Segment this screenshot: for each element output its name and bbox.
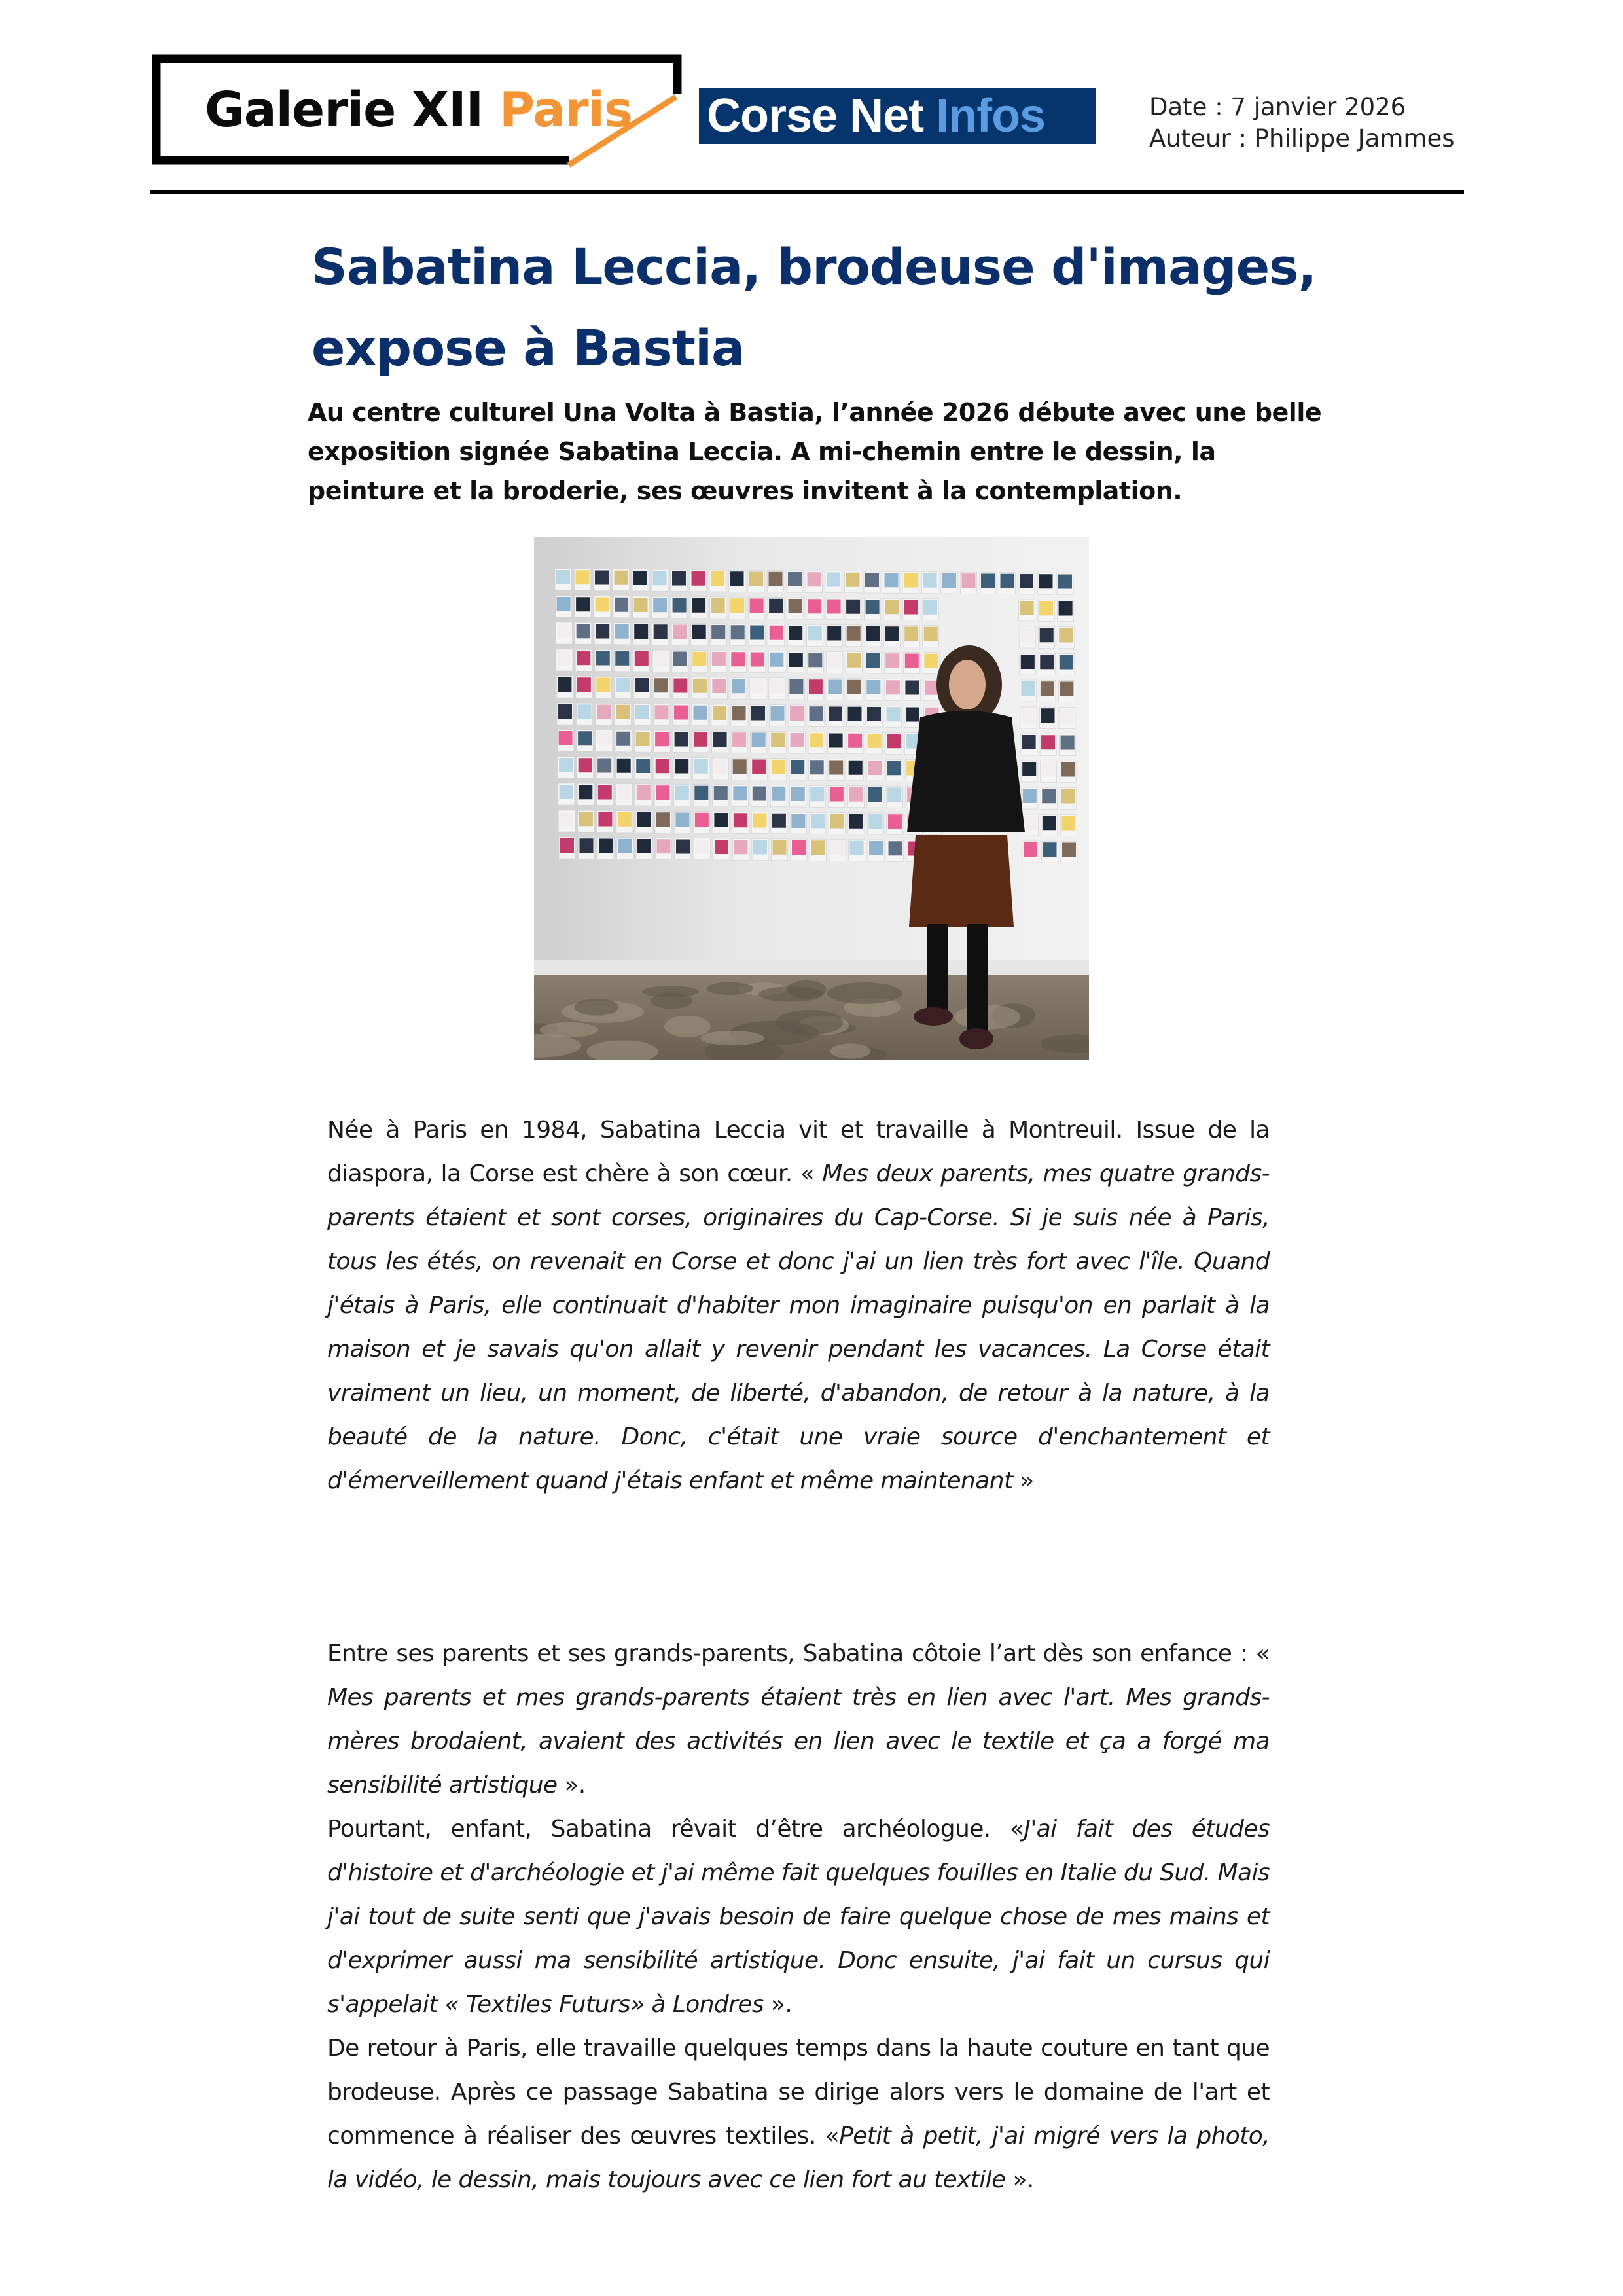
polaroid-image xyxy=(711,598,725,613)
polaroid-image xyxy=(615,651,629,666)
polaroid-image xyxy=(654,651,668,666)
polaroid-image xyxy=(1041,708,1055,723)
polaroid-image xyxy=(557,624,571,638)
polaroid-image xyxy=(791,814,805,828)
polaroid-image xyxy=(558,651,571,665)
polaroid-image xyxy=(732,732,746,747)
polaroid-image xyxy=(865,573,879,587)
floor-stone xyxy=(776,1010,843,1035)
polaroid-image xyxy=(847,680,861,694)
polaroid-image xyxy=(830,814,844,829)
polaroid-image xyxy=(827,573,840,587)
polaroid-image xyxy=(556,570,570,584)
polaroid-image xyxy=(810,733,823,747)
polaroid-image xyxy=(673,598,687,613)
polaroid-image xyxy=(846,600,860,614)
polaroid-image xyxy=(905,654,919,668)
polaroid-image xyxy=(1020,574,1033,588)
paragraph-career xyxy=(327,1632,1270,2202)
polaroid-image xyxy=(676,840,690,854)
polaroid-image xyxy=(579,785,592,799)
polaroid-image xyxy=(656,759,669,773)
polaroid-image xyxy=(791,787,805,801)
polaroid-image xyxy=(694,732,707,747)
polaroid-image xyxy=(830,841,844,855)
polaroid-image xyxy=(1020,601,1034,615)
polaroid-image xyxy=(616,678,630,692)
polaroid-image xyxy=(924,654,938,668)
polaroid-image xyxy=(694,786,708,800)
polaroid-image xyxy=(887,707,901,721)
polaroid-image xyxy=(615,598,628,612)
article-photo xyxy=(534,537,1089,1060)
polaroid-image xyxy=(1062,843,1076,857)
polaroid-image xyxy=(751,706,765,721)
polaroid-image xyxy=(734,840,748,854)
polaroid-image xyxy=(616,732,630,746)
corse-logo-accent: Infos xyxy=(936,90,1046,142)
polaroid-image xyxy=(657,839,671,853)
polaroid-image xyxy=(867,707,881,721)
article-title xyxy=(312,226,1372,389)
polaroid-image xyxy=(773,840,787,855)
p1-outro: » xyxy=(1012,1467,1034,1494)
polaroid-image xyxy=(1043,842,1057,857)
galerie-logo-accent: Paris xyxy=(499,82,633,138)
polaroid-image xyxy=(656,812,670,827)
polaroid-image xyxy=(829,734,843,748)
polaroid-image xyxy=(751,653,764,667)
polaroid-image xyxy=(906,708,919,722)
polaroid-image xyxy=(791,760,804,774)
polaroid-image xyxy=(887,787,901,802)
polaroid-image xyxy=(730,571,744,586)
corse-net-infos-logo xyxy=(699,88,1096,144)
title-line-2: expose à Bastia xyxy=(312,319,745,377)
polaroid-image xyxy=(808,599,821,613)
polaroid-image xyxy=(827,626,841,641)
polaroid-image xyxy=(635,651,649,666)
polaroid-image xyxy=(888,814,902,829)
polaroid-image xyxy=(792,840,806,855)
polaroid-image xyxy=(713,706,726,720)
polaroid-image xyxy=(868,761,882,775)
polaroid-image xyxy=(713,759,727,774)
polaroid-image xyxy=(558,677,571,692)
polaroid-image xyxy=(731,625,745,639)
polaroid-image xyxy=(808,572,821,586)
polaroid-image xyxy=(734,813,747,827)
polaroid-image xyxy=(812,840,825,855)
polaroid-image xyxy=(653,598,667,612)
paragraph-origins xyxy=(327,1108,1270,1503)
polaroid-image xyxy=(558,704,572,719)
polaroid-image xyxy=(579,812,593,826)
floor-stone xyxy=(700,1031,764,1045)
polaroid-image xyxy=(1021,681,1035,696)
polaroid-image xyxy=(772,787,785,801)
polaroid-image xyxy=(772,814,786,828)
corse-logo-main: Corse Net xyxy=(707,90,936,142)
galerie-logo-text xyxy=(205,77,632,143)
article-date: Date : 7 janvier 2026 xyxy=(1149,93,1406,121)
polaroid-image xyxy=(655,732,669,746)
polaroid-image xyxy=(770,679,784,694)
polaroid-image xyxy=(559,758,573,772)
polaroid-image xyxy=(753,814,766,828)
floor-stone xyxy=(664,1016,711,1037)
polaroid-image xyxy=(578,731,592,745)
polaroid-image xyxy=(1001,574,1014,588)
polaroid-image xyxy=(885,600,899,614)
polaroid-image xyxy=(615,624,629,639)
polaroid-image xyxy=(599,839,613,853)
floor-stone xyxy=(787,980,827,999)
polaroid-image xyxy=(1059,628,1073,643)
polaroid-image xyxy=(595,571,609,585)
polaroid-image xyxy=(827,600,841,614)
polaroid-image xyxy=(753,787,766,801)
polaroid-image xyxy=(904,627,918,641)
p2-sentence-1: Entre ses parents et ses grands-parents, Sabatina côtoie l’art dès son enfance : « xyxy=(327,1640,1270,1667)
polaroid-image xyxy=(1039,601,1053,615)
p1-quote: Mes deux parents, mes quatre grands-parents étaient et sont corses, originaires du Cap-Corse. Si je suis née à Paris, tous les étés, on revenait en Corse et donc j'ai un lien très fort avec l'île. Quand j'étais à Paris, elle continuait d'habiter mon imaginaire puisqu'on en parlait à la maison et je savais qu'on allait y revenir pendant les vacances. La Corse était vraiment un lieu, un moment, de liberté, d'abandon, de retour à la nature, à la beauté de la nature. Donc, c'était une vraie source d'enchantement et d'émerveillement quand j'étais enfant et même maintenant xyxy=(327,1160,1270,1494)
polaroid-image xyxy=(730,598,744,613)
p2-quote-2: J'ai fait des études d'histoire et d'archéologie et j'ai même fait quelques fouilles en Italie du Sud. Mais j'ai tout de suite senti que j'avais besoin de faire quelque chose de mes mains et d'exprimer aussi ma sensibilité artistique. Donc ensuite, j'ai fait un cursus qui s'appelait « Textiles Futurs» à Londres xyxy=(327,1816,1270,2018)
polaroid-image xyxy=(808,626,822,640)
polaroid-image xyxy=(674,706,688,720)
polaroid-image xyxy=(750,626,764,640)
polaroid-image xyxy=(887,734,901,748)
polaroid-image xyxy=(675,759,688,774)
polaroid-image xyxy=(655,705,669,719)
polaroid-image xyxy=(617,785,631,800)
polaroid-image xyxy=(1061,816,1075,831)
polaroid-image xyxy=(732,706,746,720)
polaroid-image xyxy=(560,838,574,853)
polaroid-image xyxy=(654,678,668,692)
polaroid-image xyxy=(810,706,823,721)
polaroid-image xyxy=(672,571,686,586)
polaroid-image xyxy=(769,572,783,586)
polaroid-image xyxy=(1022,735,1036,749)
polaroid-image xyxy=(752,733,766,747)
polaroid-image xyxy=(637,785,651,800)
polaroid-image xyxy=(904,600,918,615)
polaroid-image xyxy=(1020,628,1034,642)
article-lede: Au centre culturel Una Volta à Bastia, l’année 2026 débute avec une belle exposition signée Sabatina Leccia. A mi-chemin entre le dessin, la peinture et la broderie, ses œuvres invitent à la contemplation. xyxy=(308,398,1322,505)
floor-stone xyxy=(706,982,753,996)
polaroid-image xyxy=(850,841,864,855)
polaroid-image xyxy=(810,760,824,774)
polaroid-image xyxy=(596,624,609,639)
polaroid-image xyxy=(692,652,706,666)
polaroid-image xyxy=(596,678,610,692)
polaroid-image xyxy=(675,786,689,800)
polaroid-image xyxy=(577,677,591,692)
polaroid-image xyxy=(866,680,880,694)
polaroid-image xyxy=(635,678,649,692)
polaroid-image xyxy=(715,840,728,854)
p2-sentence-2: Pourtant, enfant, Sabatina rêvait d’être archéologue. « xyxy=(327,1816,1024,1842)
polaroid-image xyxy=(811,814,825,828)
polaroid-image xyxy=(770,653,783,667)
polaroid-image xyxy=(924,627,938,641)
polaroid-image xyxy=(634,624,648,639)
polaroid-image xyxy=(769,599,783,613)
polaroid-image xyxy=(771,706,785,721)
polaroid-image xyxy=(1023,789,1037,803)
article-author: Auteur : Philippe Jammes xyxy=(1149,124,1455,152)
polaroid-image xyxy=(1023,816,1037,830)
polaroid-image xyxy=(711,625,725,639)
polaroid-image xyxy=(615,571,628,585)
polaroid-image xyxy=(673,679,687,693)
polaroid-image xyxy=(849,814,863,829)
polaroid-image xyxy=(596,651,610,666)
polaroid-image xyxy=(790,706,804,721)
polaroid-image xyxy=(1024,842,1037,857)
p2-quote-3: Petit à petit, j'ai migré vers la photo, la vidéo, le dessin, mais toujours avec ce lien fort au textile xyxy=(327,2123,1270,2193)
polaroid-image xyxy=(1041,681,1054,696)
polaroid-image xyxy=(1042,762,1056,776)
floor-stone xyxy=(574,999,618,1016)
polaroid-image xyxy=(635,705,649,719)
polaroid-image xyxy=(1061,762,1075,777)
polaroid-image xyxy=(692,625,706,639)
galerie-logo-main: Galerie XII xyxy=(205,82,499,138)
polaroid-image xyxy=(751,679,764,694)
polaroid-image xyxy=(789,626,802,640)
polaroid-image xyxy=(577,651,590,665)
polaroid-image xyxy=(557,597,571,611)
polaroid-image xyxy=(868,734,882,748)
polaroid-image xyxy=(962,573,976,588)
polaroid-image xyxy=(597,759,611,773)
polaroid-image xyxy=(809,679,823,694)
polaroid-image xyxy=(885,626,899,641)
polaroid-image xyxy=(869,841,883,855)
polaroid-image xyxy=(560,812,573,826)
polaroid-image xyxy=(885,653,899,668)
polaroid-image xyxy=(866,653,880,668)
polaroid-image xyxy=(673,625,687,639)
polaroid-image xyxy=(675,813,689,827)
polaroid-image xyxy=(789,653,803,667)
polaroid-image xyxy=(887,761,901,775)
p1-intro: Née à Paris en 1984, Sabatina Leccia vit et travaille à Montreuil. Issue de la diaspora, la Corse est chère à son cœur. « xyxy=(327,1117,1270,1187)
polaroid-image xyxy=(696,840,709,854)
polaroid-image xyxy=(771,733,785,747)
polaroid-image xyxy=(597,732,611,746)
polaroid-image xyxy=(791,733,804,747)
p2-sentence-3: De retour à Paris, elle travaille quelques temps dans la haute couture en tant que brodeuse. Après ce passage Sabatina se dirige alors vers le domaine de l'art et commence à réaliser des œuvres textiles. « xyxy=(327,2035,1270,2149)
polaroid-image xyxy=(808,653,822,667)
polaroid-image xyxy=(617,759,631,773)
polaroid-image xyxy=(1043,816,1056,830)
polaroid-image xyxy=(789,599,802,613)
polaroid-image xyxy=(868,787,882,802)
polaroid-image xyxy=(636,732,650,746)
polaroid-image xyxy=(733,786,747,800)
polaroid-image xyxy=(654,624,668,639)
polaroid-image xyxy=(866,626,880,641)
polaroid-image xyxy=(714,786,728,800)
polaroid-image xyxy=(577,624,590,638)
polaroid-image xyxy=(1060,655,1073,670)
polaroid-image xyxy=(634,598,648,612)
polaroid-image xyxy=(828,653,842,668)
polaroid-image xyxy=(847,653,861,668)
polaroid-image xyxy=(633,571,647,585)
polaroid-image xyxy=(692,571,705,586)
galerie-xii-paris-logo xyxy=(150,52,684,168)
floor-stone xyxy=(540,1022,599,1037)
p2-end-1: ». xyxy=(557,1772,586,1799)
polaroid-image xyxy=(1059,601,1073,616)
polaroid-image xyxy=(788,572,802,586)
polaroid-image xyxy=(618,812,632,827)
polaroid-image xyxy=(846,573,860,587)
polaroid-image xyxy=(731,652,745,666)
polaroid-image xyxy=(579,758,592,772)
polaroid-image xyxy=(1042,789,1056,803)
polaroid-image xyxy=(981,574,995,588)
polaroid-image xyxy=(1022,708,1035,723)
polaroid-image xyxy=(810,787,824,801)
polaroid-image xyxy=(828,680,842,694)
polaroid-image xyxy=(885,573,899,587)
polaroid-image xyxy=(848,707,862,721)
polaroid-image xyxy=(749,572,763,586)
polaroid-image xyxy=(886,680,900,694)
polaroid-image xyxy=(830,787,844,802)
polaroid-image xyxy=(713,732,727,747)
polaroid-image xyxy=(1040,655,1054,669)
header-divider xyxy=(150,190,1464,194)
polaroid-image xyxy=(712,652,726,666)
polaroid-image xyxy=(711,571,724,586)
floor-stone xyxy=(827,982,902,1004)
polaroid-image xyxy=(694,759,708,774)
article-meta xyxy=(1149,92,1455,154)
polaroid-image xyxy=(580,838,594,853)
polaroid-image xyxy=(596,598,609,612)
polaroid-image xyxy=(772,760,785,774)
exhibition-photo-illustration xyxy=(534,537,1089,1060)
p2-quote-1: Mes parents et mes grands-parents étaient très en lien avec l'art. Mes grands-mères brodaient, avaient des activités en lien avec le textile et ça a forgé ma sensibilité artistique xyxy=(327,1684,1270,1799)
polaroid-image xyxy=(752,760,766,774)
polaroid-image xyxy=(868,814,882,829)
polaroid-image xyxy=(1060,682,1073,696)
polaroid-image xyxy=(598,812,612,827)
polaroid-image xyxy=(753,840,767,855)
polaroid-image xyxy=(829,761,843,775)
polaroid-image xyxy=(1039,574,1053,588)
floor-stone xyxy=(642,986,698,997)
polaroid-image xyxy=(732,679,745,693)
polaroid-image xyxy=(637,812,651,827)
polaroid-image xyxy=(637,839,651,853)
polaroid-image xyxy=(673,652,687,666)
polaroid-image xyxy=(656,785,669,800)
floor-stone xyxy=(830,1043,871,1058)
polaroid-image xyxy=(750,599,764,613)
polaroid-image xyxy=(925,681,938,695)
polaroid-image xyxy=(1040,628,1054,642)
polaroid-image xyxy=(675,732,688,747)
polaroid-image xyxy=(1061,789,1075,804)
polaroid-image xyxy=(866,600,880,614)
polaroid-image xyxy=(847,626,861,641)
polaroid-image xyxy=(1021,655,1035,669)
polaroid-image xyxy=(636,759,650,773)
polaroid-image xyxy=(576,597,590,611)
polaroid-image xyxy=(1061,736,1075,750)
polaroid-image xyxy=(889,841,902,855)
polaroid-image xyxy=(789,679,803,694)
polaroid-image xyxy=(714,813,728,827)
polaroid-image xyxy=(904,573,918,588)
polaroid-image xyxy=(849,761,863,775)
polaroid-image xyxy=(1058,575,1072,589)
polaroid-image xyxy=(560,785,573,799)
polaroid-image xyxy=(848,734,862,748)
polaroid-image xyxy=(693,679,707,693)
polaroid-image xyxy=(849,787,863,802)
polaroid-image xyxy=(598,785,612,800)
polaroid-image xyxy=(694,706,707,720)
polaroid-image xyxy=(1041,735,1055,749)
title-line-1: Sabatina Leccia, brodeuse d'images, xyxy=(312,238,1317,296)
polaroid-image xyxy=(576,570,590,584)
polaroid-image xyxy=(653,571,667,585)
polaroid-image xyxy=(597,705,611,719)
polaroid-image xyxy=(692,598,705,613)
polaroid-image xyxy=(712,679,726,693)
polaroid-image xyxy=(905,681,919,695)
polaroid-image xyxy=(616,705,630,719)
polaroid-image xyxy=(942,573,956,588)
polaroid-image xyxy=(923,573,937,588)
p2-end-3: ». xyxy=(1005,2166,1034,2193)
polaroid-image xyxy=(618,839,632,853)
polaroid-image xyxy=(559,731,573,745)
polaroid-image xyxy=(733,759,747,774)
corse-net-infos-text xyxy=(707,88,1045,144)
p2-end-2: ». xyxy=(764,1991,793,2018)
polaroid-image xyxy=(695,813,709,827)
polaroid-image xyxy=(1060,709,1074,723)
polaroid-image xyxy=(770,626,783,640)
polaroid-image xyxy=(1022,762,1036,776)
polaroid-image xyxy=(829,707,842,721)
polaroid-image xyxy=(578,704,592,719)
polaroid-image xyxy=(923,600,937,615)
